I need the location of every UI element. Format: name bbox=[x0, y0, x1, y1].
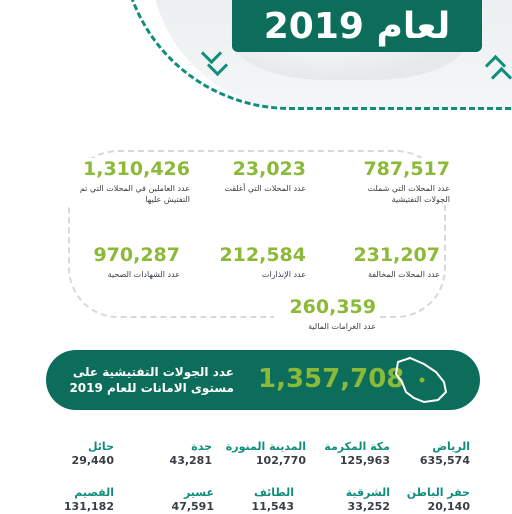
stat-label: عدد الغرامات المالية bbox=[308, 322, 376, 331]
region-name: حفر الباطن bbox=[406, 486, 470, 499]
stat-fines bbox=[274, 296, 376, 332]
region-value: 11,543 bbox=[251, 500, 294, 513]
stat-value: 23,023 bbox=[232, 158, 306, 180]
stat-value: 260,359 bbox=[289, 296, 376, 318]
stat-label: عدد المحلات التي شملت الجولات التفتيشية bbox=[367, 184, 450, 204]
region-value: 635,574 bbox=[419, 454, 470, 467]
stat-value: 212,584 bbox=[219, 244, 306, 266]
stat-label: عدد المحلات المخالفة bbox=[367, 270, 440, 279]
region-value: 47,591 bbox=[171, 500, 214, 513]
stat-label: عدد العاملين في المحلات التي تم التفتيش عليها bbox=[79, 184, 190, 204]
region-value: 131,182 bbox=[63, 500, 114, 513]
region-name: عسير bbox=[183, 486, 214, 499]
region-item bbox=[60, 440, 114, 468]
region-name: الشرقية bbox=[345, 486, 390, 499]
stat-value: 231,207 bbox=[353, 244, 440, 266]
stat-warnings bbox=[206, 244, 306, 280]
page-title: لعام 2019 bbox=[263, 5, 451, 47]
stat-label: عدد الإنذارات bbox=[261, 270, 306, 279]
banner-text: عدد الجولات التفتيشية على مستوى الامانات للعام 2019 bbox=[69, 365, 234, 395]
region-name: مكة المكرمة bbox=[324, 440, 390, 453]
region-value: 102,770 bbox=[255, 454, 306, 467]
region-item bbox=[150, 440, 212, 468]
stat-inspected-shops bbox=[340, 158, 450, 205]
banner-value: 1,357,708 bbox=[258, 364, 405, 394]
title-banner bbox=[232, 0, 482, 52]
region-name: الرياض bbox=[432, 440, 470, 453]
region-value: 20,140 bbox=[427, 500, 470, 513]
region-item bbox=[222, 440, 306, 468]
region-value: 125,963 bbox=[339, 454, 390, 467]
region-item bbox=[310, 440, 390, 468]
stat-health-certificates bbox=[80, 244, 180, 280]
region-value: 43,281 bbox=[169, 454, 212, 467]
region-name: المدينة المنورة bbox=[225, 440, 306, 453]
stat-label: عدد الشهادات الصحية bbox=[107, 270, 180, 279]
stat-violating-shops bbox=[340, 244, 440, 280]
region-name: جدة bbox=[191, 440, 212, 453]
stat-closed-shops bbox=[206, 158, 306, 194]
region-name: حائل bbox=[87, 440, 114, 453]
stat-value: 1,310,426 bbox=[83, 158, 190, 180]
region-name: القصيم bbox=[74, 486, 114, 499]
region-value: 33,252 bbox=[347, 500, 390, 513]
saudi-map-icon bbox=[384, 352, 458, 408]
stat-value: 787,517 bbox=[363, 158, 450, 180]
region-name: الطائف bbox=[254, 486, 294, 499]
region-item bbox=[404, 440, 470, 468]
region-value: 29,440 bbox=[71, 454, 114, 467]
stat-value: 970,287 bbox=[93, 244, 180, 266]
stat-label: عدد المحلات التي أغلقت bbox=[224, 184, 306, 193]
stat-workers bbox=[60, 158, 190, 205]
